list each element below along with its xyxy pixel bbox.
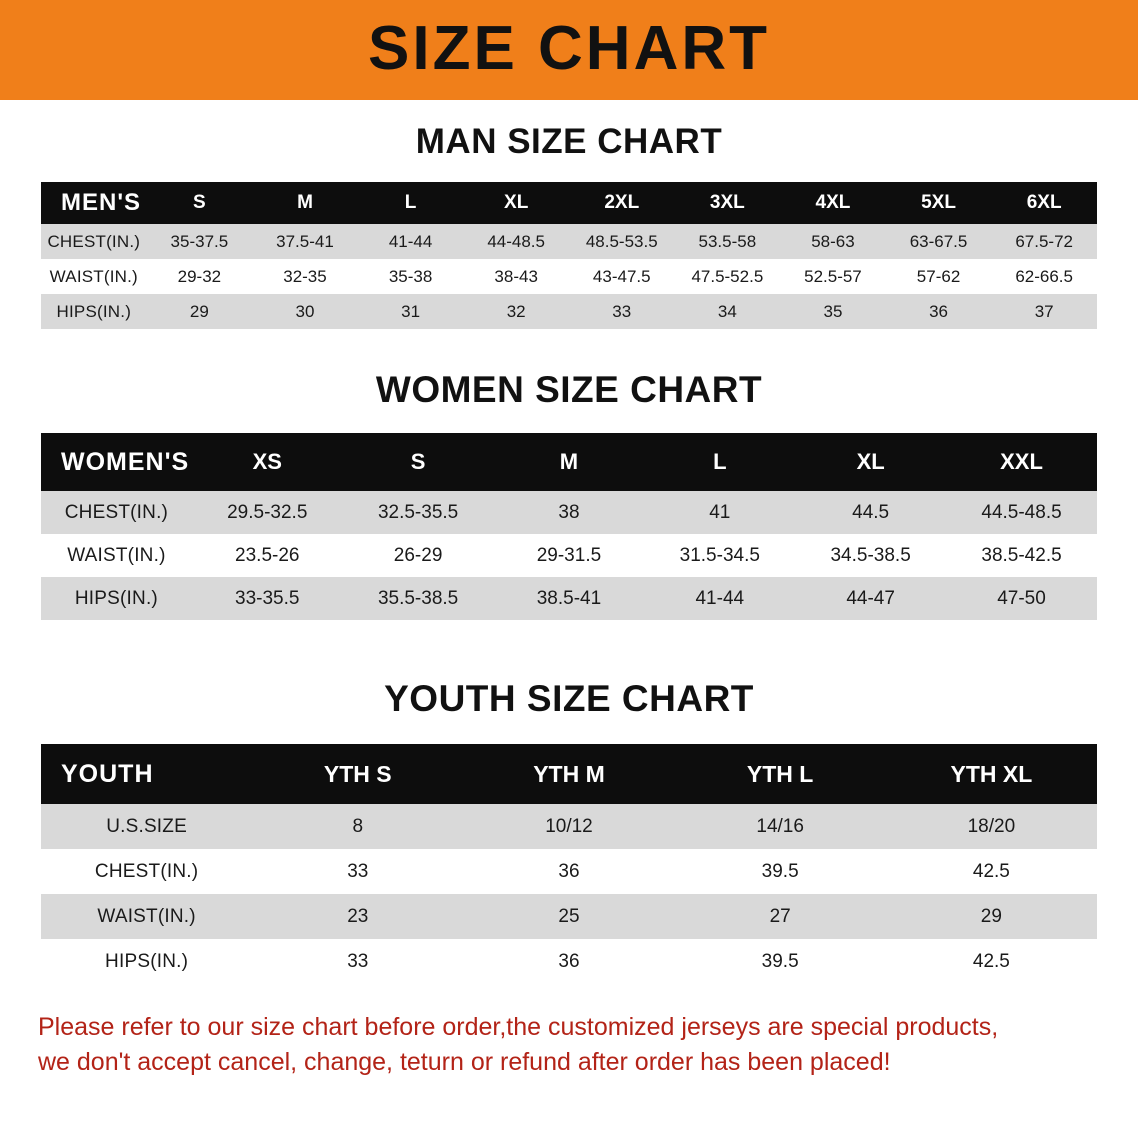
- men-size-header: 6XL: [1026, 192, 1062, 213]
- youth-table-body: [41, 804, 1097, 984]
- note-line-2: we don't accept cancel, change, teturn or refund after order has been placed!: [38, 1048, 891, 1076]
- men-size-header: 2XL: [604, 192, 640, 213]
- table-header-row: [41, 182, 1097, 224]
- women-size-header: L: [713, 449, 727, 474]
- women-size-header: XL: [856, 449, 885, 474]
- youth-corner-label: YOUTH: [61, 759, 154, 788]
- men-size-header: L: [404, 192, 417, 213]
- table-cell: 35: [823, 301, 843, 321]
- men-size-header: M: [297, 192, 313, 213]
- row-label: WAIST(IN.): [49, 266, 138, 286]
- women-size-header: M: [559, 449, 579, 474]
- table-cell: 41-44: [388, 231, 433, 251]
- men-size-header: 4XL: [815, 192, 851, 213]
- table-cell: 44-47: [846, 587, 895, 609]
- table-cell: 26-29: [393, 544, 443, 566]
- table-cell: 44.5-48.5: [981, 501, 1062, 523]
- table-header-row: [41, 744, 1097, 804]
- table-cell: 23: [347, 905, 369, 927]
- row-label: CHEST(IN.): [64, 501, 169, 523]
- table-cell: 10/12: [545, 815, 593, 837]
- youth-size-header: YTH S: [323, 760, 392, 787]
- table-cell: 42.5: [972, 950, 1010, 972]
- table-cell: 36: [558, 860, 580, 882]
- table-cell: 41: [709, 501, 731, 523]
- men-size-header: 5XL: [921, 192, 956, 213]
- table-cell: 44.5: [852, 501, 890, 523]
- table-cell: 33: [347, 950, 369, 972]
- table-cell: 14/16: [756, 815, 804, 837]
- table-cell: 37.5-41: [276, 231, 334, 251]
- table-cell: 32-35: [283, 266, 327, 286]
- order-policy-note: [38, 1010, 1100, 1080]
- row-label: WAIST(IN.): [97, 905, 196, 927]
- row-label: HIPS(IN.): [56, 301, 132, 321]
- men-size-header: 3XL: [709, 192, 745, 213]
- table-cell: 32: [506, 301, 526, 321]
- table-cell: 44-48.5: [487, 231, 545, 251]
- table-row: [41, 534, 1097, 577]
- table-cell: 29-32: [177, 266, 222, 286]
- table-row: [41, 577, 1097, 620]
- table-cell: 52.5-57: [804, 266, 862, 286]
- table-cell: 47.5-52.5: [691, 266, 764, 286]
- table-cell: 62-66.5: [1015, 266, 1073, 286]
- table-cell: 27: [769, 905, 791, 927]
- row-label: CHEST(IN.): [47, 231, 141, 251]
- table-cell: 67.5-72: [1015, 231, 1073, 251]
- note-line-1: Please refer to our size chart before order,the customized jerseys are special products,: [38, 1013, 999, 1041]
- table-cell: 53.5-58: [698, 231, 757, 251]
- table-cell: 33: [612, 301, 632, 321]
- women-section-heading: WOMEN SIZE CHART: [375, 369, 763, 410]
- table-row: [41, 939, 1097, 984]
- row-label: WAIST(IN.): [67, 544, 166, 566]
- youth-section-heading: YOUTH SIZE CHART: [384, 678, 754, 719]
- table-cell: 38.5-41: [536, 587, 602, 609]
- men-table-header: [41, 182, 1097, 224]
- table-cell: 63-67.5: [909, 231, 968, 251]
- table-cell: 33: [347, 860, 369, 882]
- table-cell: 8: [352, 815, 364, 837]
- table-cell: 25: [558, 905, 580, 927]
- table-cell: 32.5-35.5: [377, 501, 459, 523]
- youth-table-header: [41, 744, 1097, 804]
- table-cell: 18/20: [967, 815, 1016, 837]
- women-table-header: [41, 433, 1097, 491]
- youth-size-header: YTH XL: [950, 760, 1033, 787]
- women-size-header: XXL: [1000, 449, 1043, 474]
- women-corner-label: WOMEN'S: [61, 447, 190, 476]
- men-table-body: [41, 224, 1097, 329]
- men-corner-label: MEN'S: [61, 189, 142, 216]
- table-cell: 31: [401, 301, 421, 321]
- table-cell: 47-50: [997, 587, 1046, 609]
- table-cell: 58-63: [811, 231, 855, 251]
- table-cell: 34: [717, 301, 737, 321]
- youth-size-header: YTH M: [533, 760, 605, 787]
- table-row: [41, 224, 1097, 259]
- table-cell: 35-37.5: [170, 231, 229, 251]
- women-size-table: [41, 433, 1097, 620]
- table-row: [41, 804, 1097, 849]
- men-size-table: [41, 182, 1097, 329]
- table-cell: 29: [980, 905, 1002, 927]
- table-row: [41, 259, 1097, 294]
- table-cell: 36: [558, 950, 580, 972]
- women-table-body: [41, 491, 1097, 620]
- table-cell: 35-38: [388, 266, 433, 286]
- table-cell: 38.5-42.5: [981, 544, 1062, 566]
- table-cell: 33-35.5: [235, 587, 300, 609]
- row-label: HIPS(IN.): [74, 587, 158, 609]
- table-cell: 38: [558, 501, 580, 523]
- table-cell: 29-31.5: [536, 544, 602, 566]
- women-size-header: XS: [252, 449, 282, 474]
- table-cell: 29.5-32.5: [227, 501, 308, 523]
- table-cell: 57-62: [916, 266, 961, 286]
- table-row: [41, 894, 1097, 939]
- men-size-header: S: [193, 192, 206, 213]
- table-cell: 36: [929, 301, 948, 321]
- row-label: U.S.SIZE: [106, 815, 187, 837]
- table-cell: 29: [189, 301, 209, 321]
- page-title: SIZE CHART: [368, 14, 770, 83]
- table-header-row: [41, 433, 1097, 491]
- youth-size-header: YTH L: [746, 760, 814, 787]
- table-cell: 41-44: [695, 587, 745, 609]
- table-cell: 23.5-26: [235, 544, 300, 566]
- men-size-header: XL: [504, 192, 529, 213]
- row-label: HIPS(IN.): [105, 950, 189, 972]
- header-banner: [0, 0, 1138, 100]
- table-cell: 48.5-53.5: [585, 231, 658, 251]
- table-cell: 34.5-38.5: [830, 544, 911, 566]
- table-cell: 37: [1034, 301, 1054, 321]
- table-row: [41, 491, 1097, 534]
- women-size-header: S: [410, 449, 426, 474]
- table-cell: 42.5: [972, 860, 1010, 882]
- table-cell: 43-47.5: [592, 266, 651, 286]
- youth-size-table: [41, 744, 1097, 984]
- table-cell: 31.5-34.5: [679, 544, 760, 566]
- man-section-heading: MAN SIZE CHART: [415, 122, 723, 161]
- table-cell: 39.5: [761, 950, 799, 972]
- table-cell: 38-43: [494, 266, 538, 286]
- table-cell: 39.5: [761, 860, 799, 882]
- table-row: [41, 294, 1097, 329]
- row-label: CHEST(IN.): [94, 860, 199, 882]
- table-cell: 35.5-38.5: [377, 587, 459, 609]
- table-cell: 30: [295, 301, 315, 321]
- table-row: [41, 849, 1097, 894]
